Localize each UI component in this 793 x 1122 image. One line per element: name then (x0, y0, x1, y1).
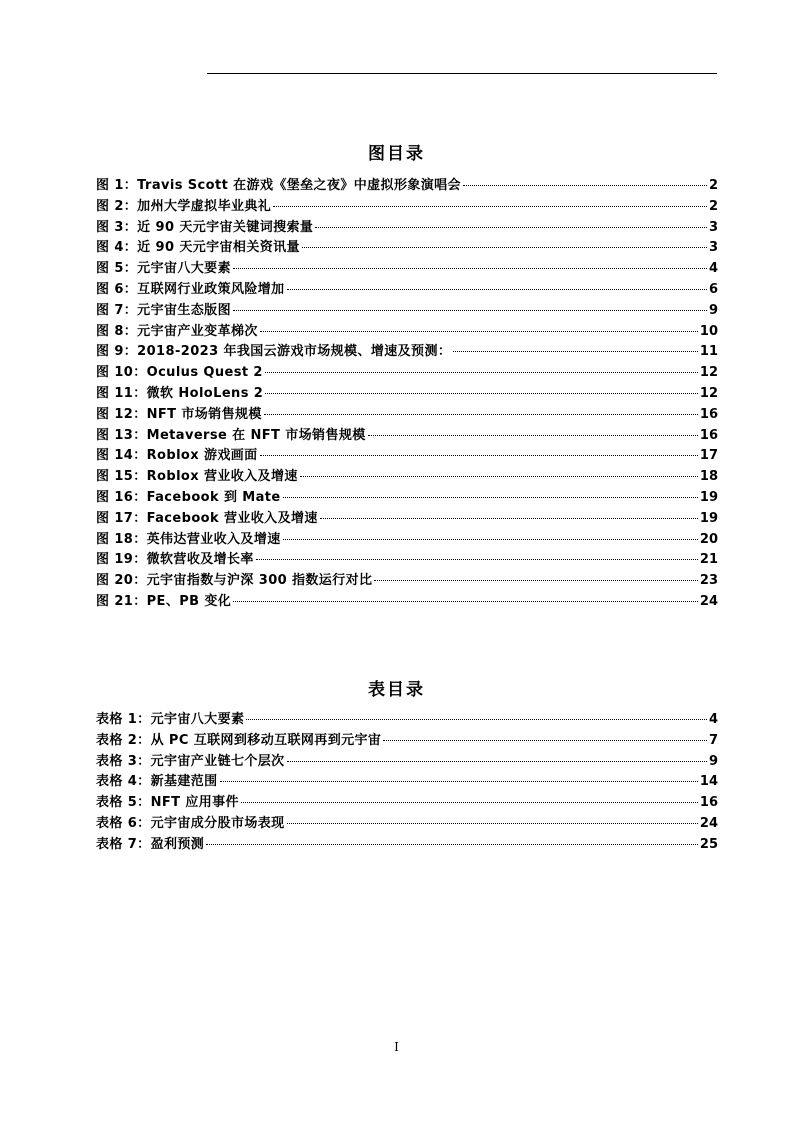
toc-entry-label: 表格 7：盈利预测 (96, 836, 205, 852)
toc-entry-label: 图 8：元宇宙产业变革梯次 (96, 323, 258, 339)
figure-toc-entry[interactable] (96, 176, 718, 197)
dot-leader (260, 331, 698, 332)
figure-toc-entry[interactable] (96, 488, 718, 509)
figure-toc-entry[interactable] (96, 384, 718, 405)
dot-leader (315, 227, 707, 228)
toc-entry-page: 4 (708, 712, 718, 727)
toc-entry-page: 17 (699, 448, 718, 464)
toc-entry-page: 16 (699, 795, 718, 811)
toc-entry-label: 表格 4：新基建范围 (96, 774, 218, 790)
figure-toc-entry[interactable] (96, 530, 718, 551)
table-toc-entry[interactable] (96, 772, 718, 793)
table-toc-entry[interactable] (96, 814, 718, 835)
toc-entry-label: 图 16：Facebook 到 Mate (96, 489, 281, 505)
dot-leader (260, 455, 698, 456)
figure-toc-entry[interactable] (96, 467, 718, 488)
toc-entry-page: 11 (699, 344, 718, 360)
figure-toc-entry[interactable] (96, 405, 718, 426)
toc-entry-label: 表格 1：元宇宙八大要素 (96, 712, 245, 727)
table-toc-entry[interactable] (96, 710, 718, 731)
header-rule (207, 73, 717, 74)
toc-entry-page: 9 (708, 302, 718, 318)
toc-entry-label: 图 18：英伟达营业收入及增速 (96, 531, 281, 547)
dot-leader (256, 559, 698, 560)
figure-toc-entry[interactable] (96, 301, 718, 322)
toc-entry-page: 2 (708, 198, 718, 214)
toc-entry-page: 3 (708, 219, 718, 235)
toc-entry-label: 图 14：Roblox 游戏画面 (96, 448, 258, 464)
toc-entry-label: 图 20：元宇宙指数与沪深 300 指数运行对比 (96, 573, 373, 589)
figure-toc-entry[interactable] (96, 509, 718, 530)
toc-entry-page: 3 (708, 240, 718, 256)
toc-entry-page: 24 (699, 815, 718, 831)
toc-entry-page: 19 (699, 510, 718, 526)
toc-entry-label: 图 1：Travis Scott 在游戏《堡垒之夜》中虚拟形象演唱会 (96, 178, 461, 193)
figure-toc-entry[interactable] (96, 218, 718, 239)
dot-leader (241, 802, 698, 803)
dot-leader (220, 781, 698, 782)
figure-toc-entry[interactable] (96, 197, 718, 218)
toc-entry-page: 18 (699, 469, 718, 485)
toc-entry-page: 10 (699, 323, 718, 339)
dot-leader (287, 823, 698, 824)
table-toc-entry[interactable] (96, 835, 718, 856)
toc-entry-label: 表格 2：从 PC 互联网到移动互联网再到元宇宙 (96, 732, 382, 748)
dot-leader (453, 351, 698, 352)
toc-entry-label: 图 12：NFT 市场销售规模 (96, 406, 262, 422)
figure-toc-entry[interactable] (96, 363, 718, 384)
dot-leader (233, 601, 698, 602)
figure-toc-entry[interactable] (96, 238, 718, 259)
dot-leader (287, 761, 707, 762)
table-toc-title: 表目录 (368, 680, 425, 700)
dot-leader (374, 580, 698, 581)
toc-entry-page: 6 (708, 281, 718, 297)
dot-leader (265, 393, 698, 394)
figure-toc-entry[interactable] (96, 550, 718, 571)
toc-entry-label: 图 19：微软营收及增长率 (96, 552, 254, 568)
toc-entry-label: 表格 6：元宇宙成分股市场表现 (96, 815, 285, 831)
figure-toc-entry[interactable] (96, 280, 718, 301)
toc-entry-label: 表格 5：NFT 应用事件 (96, 795, 239, 811)
toc-entry-label: 图 3：近 90 天元宇宙关键词搜索量 (96, 219, 314, 235)
dot-leader (320, 518, 698, 519)
toc-entry-page: 12 (699, 365, 718, 381)
figure-toc-entry[interactable] (96, 426, 718, 447)
toc-entry-label: 图 2：加州大学虚拟毕业典礼 (96, 198, 272, 214)
toc-entry-label: 图 5：元宇宙八大要素 (96, 261, 231, 277)
table-toc-entry[interactable] (96, 793, 718, 814)
dot-leader (368, 435, 698, 436)
toc-entry-page: 23 (699, 573, 718, 589)
toc-entry-page: 9 (708, 753, 718, 769)
dot-leader (264, 414, 698, 415)
toc-entry-page: 19 (699, 489, 718, 505)
toc-entry-page: 16 (699, 406, 718, 422)
table-toc-entry[interactable] (96, 752, 718, 773)
figure-toc-entry[interactable] (96, 342, 718, 363)
dot-leader (233, 310, 707, 311)
figure-toc-title: 图目录 (368, 144, 425, 164)
toc-entry-page: 7 (708, 732, 718, 748)
dot-leader (283, 497, 698, 498)
toc-entry-page: 14 (699, 774, 718, 790)
figure-toc-entry[interactable] (96, 592, 718, 613)
dot-leader (302, 247, 707, 248)
figure-toc-entry[interactable] (96, 571, 718, 592)
figure-toc-list (96, 176, 718, 613)
toc-entry-page: 21 (699, 552, 718, 568)
table-toc-entry[interactable] (96, 731, 718, 752)
toc-entry-label: 图 9：2018-2023 年我国云游戏市场规模、增速及预测： (96, 344, 452, 360)
figure-toc-entry[interactable] (96, 322, 718, 343)
toc-entry-page: 4 (708, 261, 718, 277)
dot-leader (287, 289, 707, 290)
toc-entry-page: 12 (699, 385, 718, 401)
toc-entry-label: 图 13：Metaverse 在 NFT 市场销售规模 (96, 427, 366, 443)
toc-entry-page: 16 (699, 427, 718, 443)
dot-leader (463, 185, 707, 186)
toc-entry-label: 表格 3：元宇宙产业链七个层次 (96, 753, 285, 769)
page-number: I (394, 1040, 399, 1054)
toc-entry-label: 图 10：Oculus Quest 2 (96, 365, 263, 381)
dot-leader (233, 268, 707, 269)
toc-entry-label: 图 21：PE、PB 变化 (96, 593, 232, 609)
dot-leader (383, 740, 707, 741)
figure-toc-entry[interactable] (96, 259, 718, 280)
dot-leader (246, 719, 707, 720)
toc-entry-page: 2 (708, 178, 718, 193)
figure-toc-entry[interactable] (96, 446, 718, 467)
dot-leader (273, 206, 707, 207)
toc-entry-label: 图 4：近 90 天元宇宙相关资讯量 (96, 240, 300, 256)
table-toc-list (96, 710, 718, 856)
dot-leader (206, 844, 698, 845)
toc-entry-page: 24 (699, 593, 718, 609)
dot-leader (300, 476, 698, 477)
toc-entry-label: 图 7：元宇宙生态版图 (96, 302, 231, 318)
toc-entry-label: 图 17：Facebook 营业收入及增速 (96, 510, 318, 526)
toc-entry-label: 图 11：微软 HoloLens 2 (96, 385, 264, 401)
toc-entry-label: 图 15：Roblox 营业收入及增速 (96, 469, 298, 485)
dot-leader (265, 372, 698, 373)
toc-entry-page: 20 (699, 531, 718, 547)
toc-entry-label: 图 6：互联网行业政策风险增加 (96, 281, 285, 297)
toc-entry-page: 25 (699, 836, 718, 852)
dot-leader (283, 539, 698, 540)
